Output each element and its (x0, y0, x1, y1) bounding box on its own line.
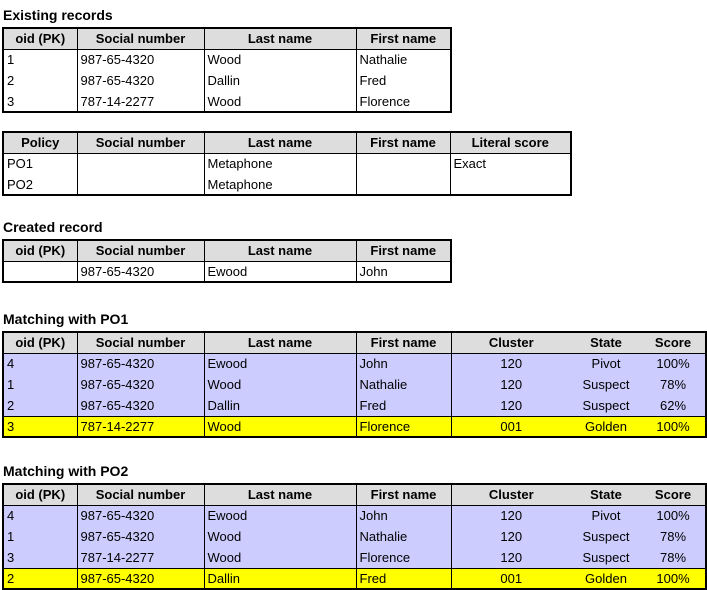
table-cell: 120 (451, 526, 571, 547)
matching-po1-table (2, 331, 707, 438)
table-cell: 987-65-4320 (77, 49, 204, 70)
table-cell: 2 (3, 568, 77, 589)
column-header-state: State (571, 332, 641, 353)
table-cell: Wood (204, 526, 356, 547)
table-cell: 1 (3, 49, 77, 70)
table-cell: Florence (356, 416, 451, 437)
matching-po1-title: Matching with PO1 (3, 311, 129, 327)
table-cell: 62% (641, 395, 706, 416)
table-cell (77, 153, 204, 174)
table-cell (3, 261, 77, 282)
table-cell: 3 (3, 547, 77, 568)
column-header-score: Score (641, 332, 706, 353)
column-header-last-name: Last name (204, 240, 356, 261)
column-header-social-number: Social number (77, 332, 204, 353)
table-cell: 987-65-4320 (77, 505, 204, 526)
table-cell: Wood (204, 416, 356, 437)
table-cell: 4 (3, 353, 77, 374)
table-row-golden (3, 416, 706, 437)
policies-table (2, 131, 572, 196)
table-cell: Metaphone (204, 153, 356, 174)
table-cell: 3 (3, 91, 77, 112)
table-cell: Suspect (571, 374, 641, 395)
table-cell: 987-65-4320 (77, 261, 204, 282)
table-row (3, 91, 451, 112)
header-row (3, 484, 706, 505)
matching-po2-table (2, 483, 707, 590)
table-cell (356, 174, 450, 195)
table-cell: 787-14-2277 (77, 91, 204, 112)
table-cell: Suspect (571, 526, 641, 547)
table-row-suspect (3, 547, 706, 568)
table-cell: 78% (641, 374, 706, 395)
column-header-social-number: Social number (77, 240, 204, 261)
table-cell: Golden (571, 568, 641, 589)
column-header-first-name: First name (356, 484, 451, 505)
matching-po2-title: Matching with PO2 (3, 463, 129, 479)
table-cell: 987-65-4320 (77, 526, 204, 547)
table-cell: 001 (451, 416, 571, 437)
table-cell: Fred (356, 568, 451, 589)
table-cell: Fred (356, 395, 451, 416)
table-cell: 120 (451, 547, 571, 568)
column-header-first-name: First name (356, 240, 451, 261)
table-cell: 787-14-2277 (77, 416, 204, 437)
table-cell: 1 (3, 374, 77, 395)
table-cell (356, 153, 450, 174)
existing-records-table (2, 27, 452, 113)
table-cell: 78% (641, 526, 706, 547)
table-cell (450, 174, 571, 195)
header-row (3, 132, 571, 153)
table-cell (77, 174, 204, 195)
table-row-pivot (3, 505, 706, 526)
header-row (3, 332, 706, 353)
column-header-cluster: Cluster (451, 332, 571, 353)
table-row-suspect (3, 395, 706, 416)
table-cell: Dallin (204, 70, 356, 91)
column-header-oid: oid (PK) (3, 28, 77, 49)
table-cell: John (356, 353, 451, 374)
column-header-first-name: First name (356, 28, 451, 49)
table-cell: Ewood (204, 353, 356, 374)
table-cell: 787-14-2277 (77, 547, 204, 568)
table-cell: 987-65-4320 (77, 568, 204, 589)
table-cell: 100% (641, 568, 706, 589)
table-row (3, 174, 571, 195)
table-row-golden (3, 568, 706, 589)
column-header-last-name: Last name (204, 484, 356, 505)
table-cell: Nathalie (356, 49, 451, 70)
table-cell: Exact (450, 153, 571, 174)
table-cell: 987-65-4320 (77, 374, 204, 395)
table-cell: Dallin (204, 395, 356, 416)
table-cell: Fred (356, 70, 451, 91)
table-cell: Golden (571, 416, 641, 437)
column-header-last-name: Last name (204, 28, 356, 49)
table-cell: Pivot (571, 505, 641, 526)
table-cell: Nathalie (356, 374, 451, 395)
table-cell: PO1 (3, 153, 77, 174)
table-cell: 120 (451, 353, 571, 374)
table-cell: 2 (3, 70, 77, 91)
column-header-last-name: Last name (204, 132, 356, 153)
table-cell: Nathalie (356, 526, 451, 547)
table-cell: 987-65-4320 (77, 395, 204, 416)
table-cell: Suspect (571, 547, 641, 568)
table-cell: Wood (204, 91, 356, 112)
table-cell: 120 (451, 374, 571, 395)
table-cell: Pivot (571, 353, 641, 374)
table-cell: Florence (356, 91, 451, 112)
table-cell: Ewood (204, 505, 356, 526)
column-header-policy: Policy (3, 132, 77, 153)
table-cell: Suspect (571, 395, 641, 416)
table-cell: 1 (3, 526, 77, 547)
table-row (3, 49, 451, 70)
table-cell: Wood (204, 374, 356, 395)
header-row (3, 240, 451, 261)
table-cell: 3 (3, 416, 77, 437)
column-header-social-number: Social number (77, 132, 204, 153)
table-row-pivot (3, 353, 706, 374)
column-header-social-number: Social number (77, 28, 204, 49)
table-cell: 100% (641, 353, 706, 374)
column-header-literal-score: Literal score (450, 132, 571, 153)
column-header-cluster: Cluster (451, 484, 571, 505)
column-header-oid: oid (PK) (3, 484, 77, 505)
table-cell: Wood (204, 49, 356, 70)
table-cell: Dallin (204, 568, 356, 589)
table-cell: 100% (641, 505, 706, 526)
table-cell: Wood (204, 547, 356, 568)
table-cell: 987-65-4320 (77, 353, 204, 374)
table-cell: 987-65-4320 (77, 70, 204, 91)
column-header-oid: oid (PK) (3, 240, 77, 261)
table-cell: 120 (451, 395, 571, 416)
table-cell: John (356, 261, 451, 282)
table-cell: 4 (3, 505, 77, 526)
table-cell: 100% (641, 416, 706, 437)
table-cell: Ewood (204, 261, 356, 282)
column-header-score: Score (641, 484, 706, 505)
column-header-first-name: First name (356, 332, 451, 353)
column-header-oid: oid (PK) (3, 332, 77, 353)
table-cell: 001 (451, 568, 571, 589)
table-cell: 2 (3, 395, 77, 416)
table-cell: PO2 (3, 174, 77, 195)
table-cell: 78% (641, 547, 706, 568)
table-cell: John (356, 505, 451, 526)
table-row (3, 261, 451, 282)
column-header-first-name: First name (356, 132, 450, 153)
table-cell: 120 (451, 505, 571, 526)
column-header-state: State (571, 484, 641, 505)
header-row (3, 28, 451, 49)
table-row (3, 153, 571, 174)
table-cell: Metaphone (204, 174, 356, 195)
column-header-last-name: Last name (204, 332, 356, 353)
table-row-suspect (3, 374, 706, 395)
table-row-suspect (3, 526, 706, 547)
existing-records-title: Existing records (3, 7, 113, 23)
column-header-social-number: Social number (77, 484, 204, 505)
table-row (3, 70, 451, 91)
created-record-title: Created record (3, 219, 103, 235)
table-cell: Florence (356, 547, 451, 568)
created-record-table (2, 239, 452, 283)
